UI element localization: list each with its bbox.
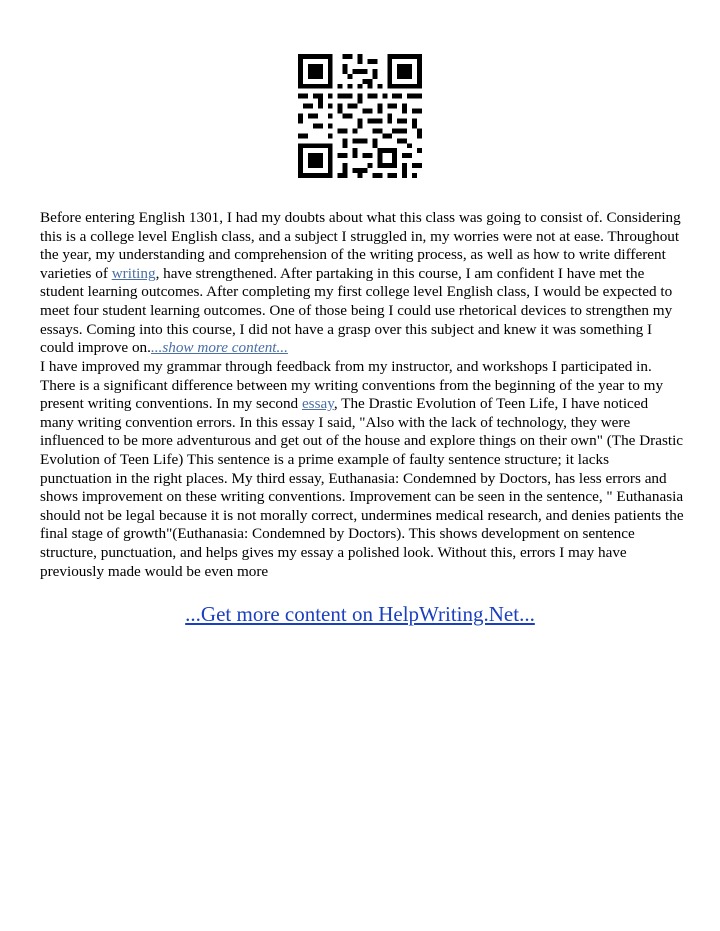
qr-code-icon — [298, 54, 422, 178]
writing-link[interactable]: writing — [111, 264, 156, 282]
paragraph-body — [40, 358, 684, 581]
paragraph-intro — [40, 209, 684, 358]
cta-container — [0, 602, 720, 627]
paragraph-intro-text-2: , have strengthened. After partaking in this course, I am confident I have met the student learning outcomes. After completing my first college level English class, I would be expected to meet four student learning outcomes. One of those being I could use rhetorical devices to strengthen my essays. Coming into this course, I did not have a grasp over this subject and knew it was something I could improve on. — [40, 264, 673, 357]
get-more-content-link[interactable]: ...Get more content on HelpWriting.Net... — [185, 602, 535, 626]
essay-link[interactable]: essay — [301, 395, 334, 413]
qr-code — [298, 54, 422, 178]
paragraph-body-text-1: I have improved my grammar through feedback from my instructor, and workshops I participated in. There is a significant difference between my writing conventions from the beginning of the year to my present writing conventions. In my second — [40, 358, 664, 413]
show-more-link[interactable]: ...show more content... — [150, 339, 288, 357]
paragraph-intro-text-1: Before entering English 1301, I had my doubts about what this class was going to consist of. Considering this is a college level English class, and a subject I struggled in, my worries were not at ease. Throughout the year, my understanding and comprehension of the writing process, as well as how to write different varieties of — [40, 209, 681, 282]
paragraph-body-text-2: , The Drastic Evolution of Teen Life, I have noticed many writing convention errors. In this essay I said, "Also with the lack of technology, they were influenced to be more adventurous and get out of the house and explore things on their own" (The Drastic Evolution of Teen Life) This sentence is a prime example of faulty sentence structure; it lacks punctuation in the right places. My third essay, Euthanasia: Condemned by Doctors, has less errors and shows improvement on these writing conventions. Improvement can be seen in the sentence, " Euthanasia should not be legal because it is not morally correct, undermines medical research, and denies patients the final stage of growth"(Euthanasia: Condemned by Doctors). This shows development on sentence structure, punctuation, and helps gives my essay a polished look. Without this, errors I may have previously made would be even more — [40, 395, 684, 580]
